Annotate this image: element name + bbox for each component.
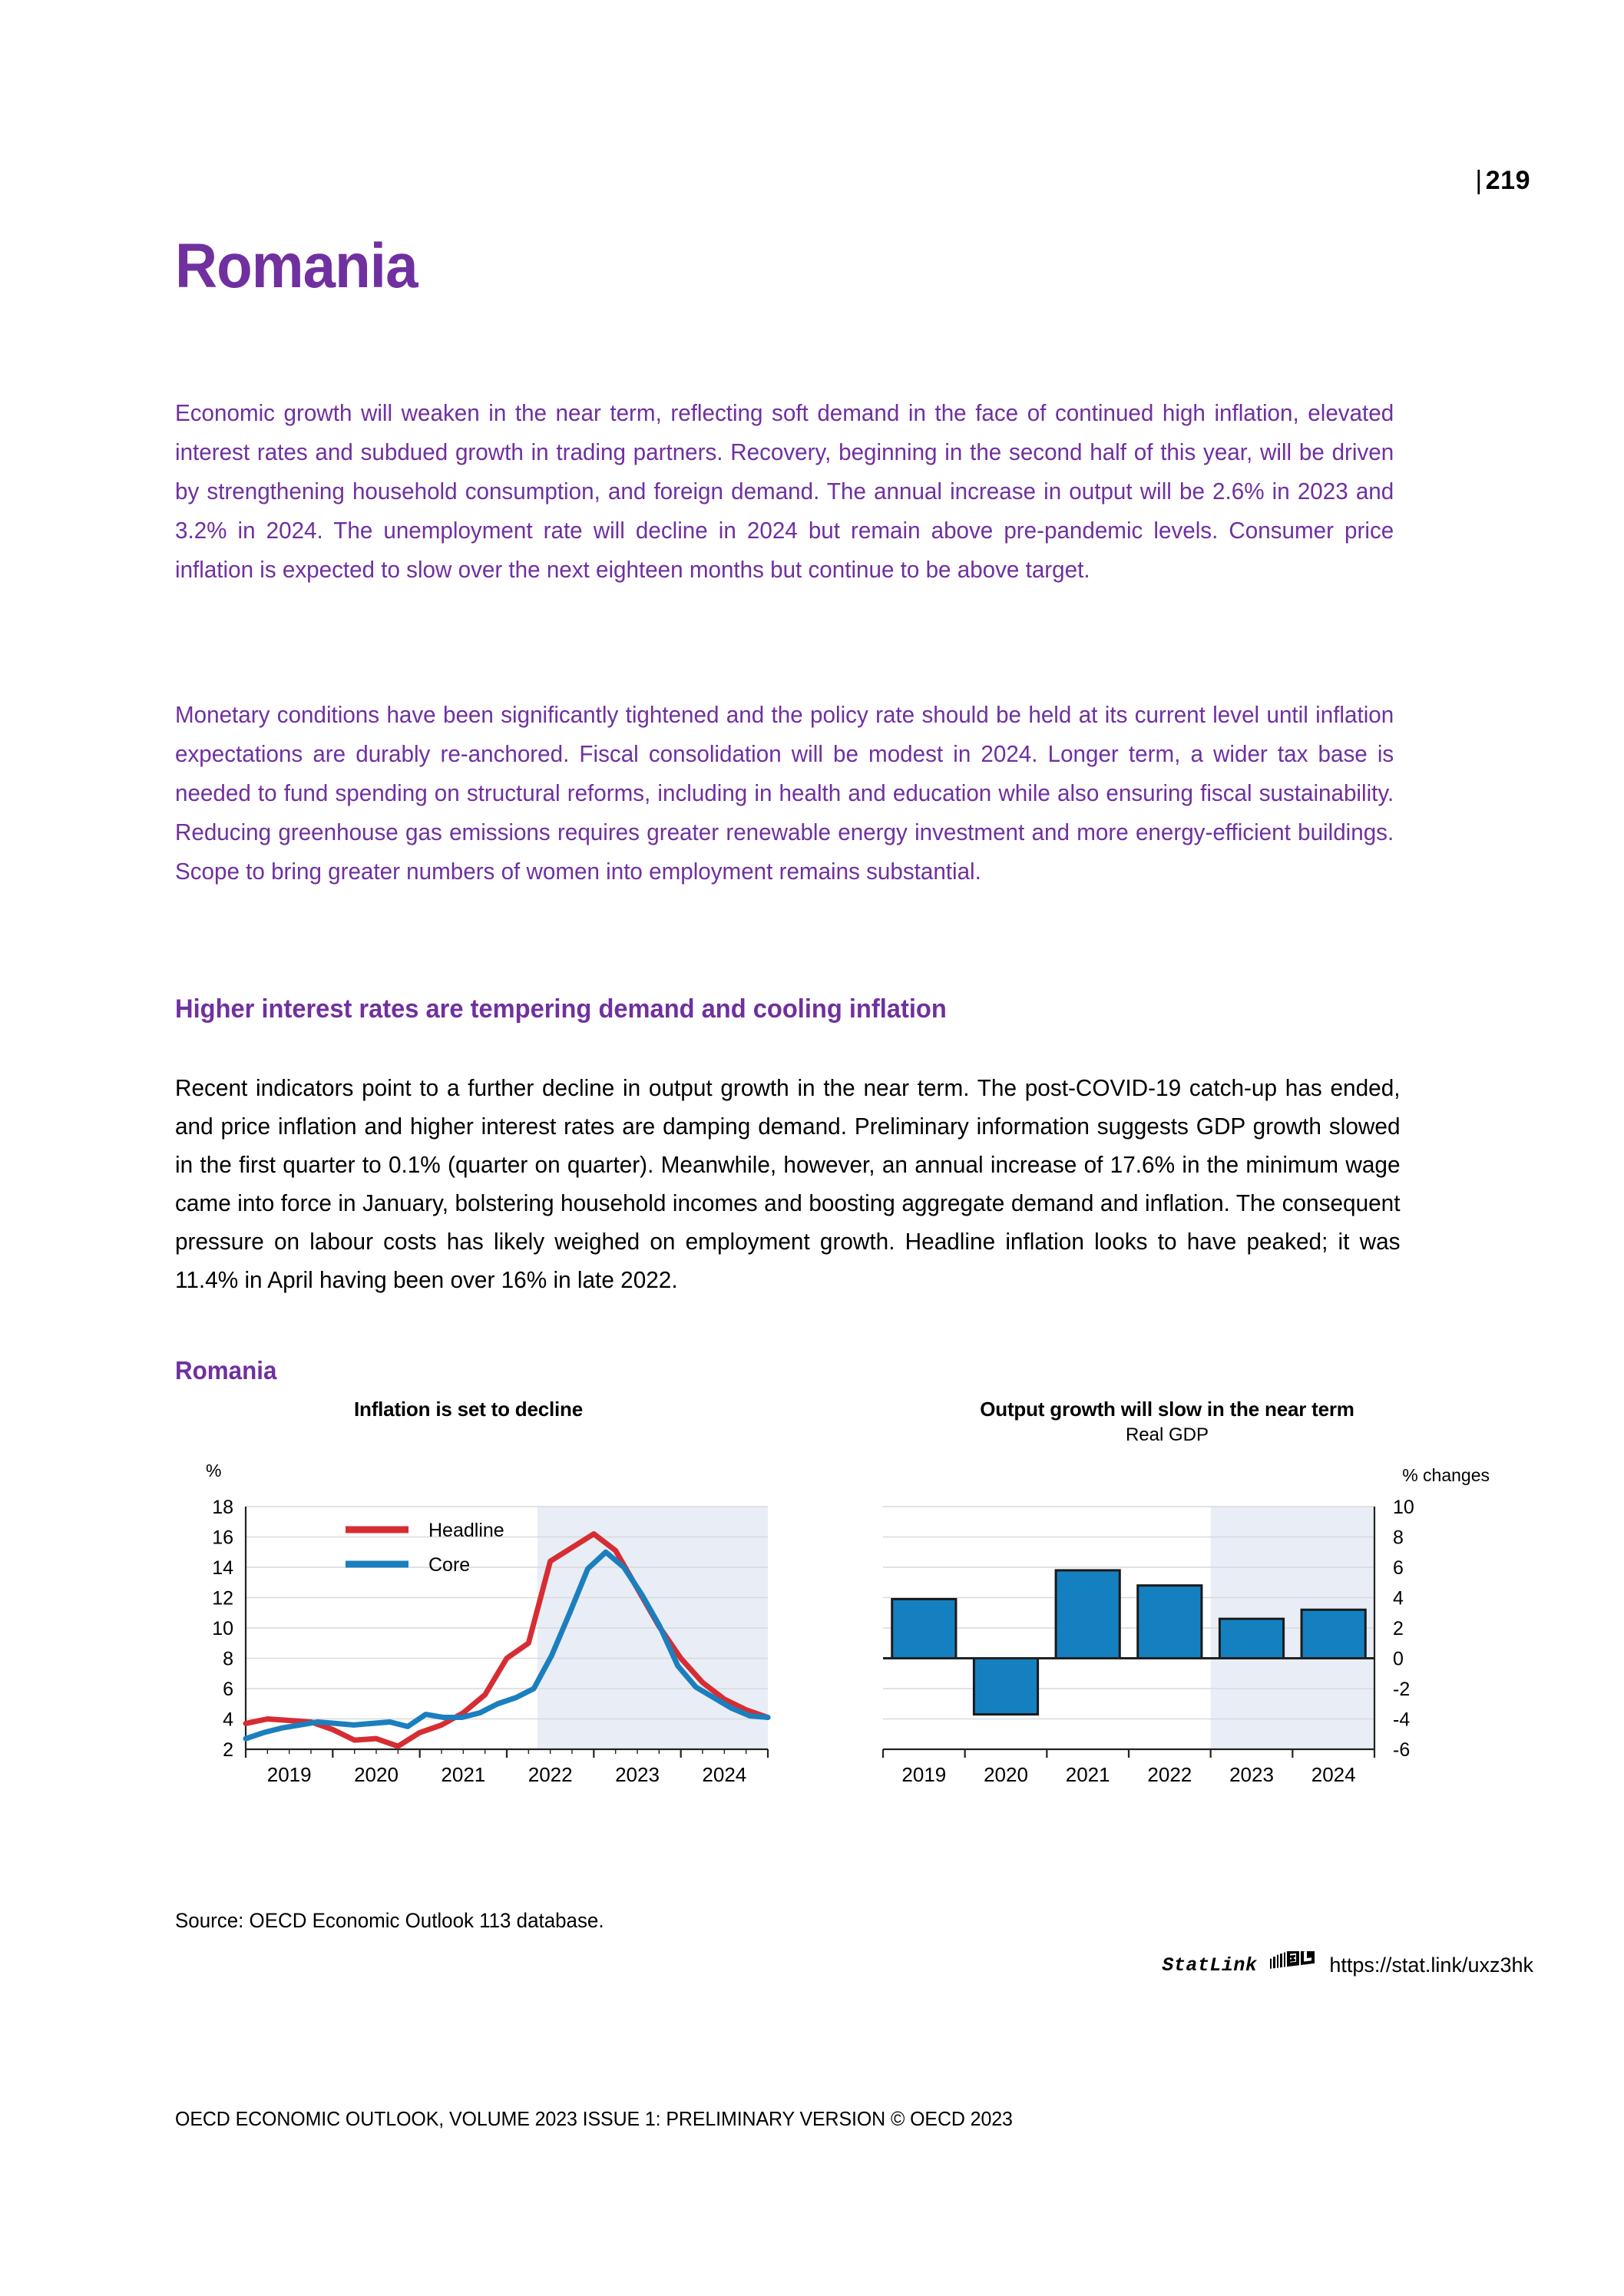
svg-text:18: 18 [212,1497,233,1518]
svg-text:2024: 2024 [1311,1763,1356,1786]
svg-text:6: 6 [1393,1557,1404,1579]
svg-text:2: 2 [223,1739,233,1761]
svg-text:2021: 2021 [1065,1763,1110,1786]
svg-text:-4: -4 [1393,1709,1411,1731]
page-number: 219 [1485,166,1530,195]
svg-text:Core: Core [428,1554,471,1576]
svg-text:2020: 2020 [354,1763,399,1786]
svg-text:2021: 2021 [441,1763,486,1786]
svg-text:8: 8 [1393,1527,1404,1549]
svg-text:2023: 2023 [615,1763,660,1786]
figure-label: Romania [175,1356,277,1385]
svg-text:14: 14 [212,1557,233,1579]
figure-source: Source: OECD Economic Outlook 113 database. [175,1909,604,1932]
svg-text:10: 10 [212,1618,233,1639]
page-header [0,166,1530,196]
svg-text:2: 2 [1393,1618,1404,1639]
chart-inflation-y-unit: % [206,1461,222,1480]
statlink-url[interactable]: https://stat.link/uxz3hk [1329,1954,1533,1977]
svg-text:6: 6 [223,1679,233,1700]
svg-text:2020: 2020 [984,1763,1028,1786]
chart-gdp-plot [837,1496,1497,1818]
barcode-icon [1269,1951,1317,1980]
svg-text:4: 4 [1393,1587,1404,1610]
svg-text:8: 8 [223,1648,233,1670]
svg-text:0: 0 [1393,1648,1404,1670]
svg-text:16: 16 [212,1527,233,1549]
svg-text:2023: 2023 [1229,1763,1274,1786]
intro-paragraph-2: Monetary conditions have been significantly tightened and the policy rate should be held at its current level until inflation expectations are durably re-anchored. Fiscal consolidation will be modest in 2024. Longer term, a wider tax base is needed to fund spending on structural reforms, including in health and education while also ensuring fiscal sustainability. Reducing greenhouse gas emissions requires greater renewable energy investment and more energy-efficient buildings. Scope to bring greater numbers of women into employment remains substantial. [175,701,1394,885]
chart-gdp [837,1398,1497,1874]
svg-text:2022: 2022 [1147,1763,1192,1786]
intro-paragraph-1: Economic growth will weaken in the near term, reflecting soft demand in the face of continued high inflation, elevated interest rates and subdued growth in trading partners. Recovery, beginning in the second half of this year, will be driven by strengthening household consumption, and foreign demand. The annual increase in output will be 2.6% in 2023 and 3.2% in 2024. The unemployment rate will decline in 2024 but remain above pre-pandemic levels. Consumer price inflation is expected to slow over the next eighteen months but continue to be above target. [175,399,1394,583]
svg-text:-6: -6 [1393,1739,1411,1761]
chart-inflation-plot [154,1496,783,1818]
section-heading: Higher interest rates are tempering demand and cooling inflation [175,994,947,1024]
svg-text:2022: 2022 [528,1763,573,1786]
page-header-rule: | [1475,166,1483,195]
chart-gdp-title: Output growth will slow in the near term [980,1398,1354,1421]
chart-gdp-y-unit: % changes [1402,1465,1490,1485]
svg-text:-2: -2 [1393,1679,1411,1700]
svg-text:12: 12 [212,1587,233,1610]
chart-inflation-title: Inflation is set to decline [354,1398,583,1421]
section-body-paragraph: Recent indicators point to a further decline in output growth in the near term. The post-COVID-19 catch-up has ended, and price inflation and higher interest rates are damping demand. Preliminary information suggests GDP growth slowed in the first quarter to 0.1% (quarter on quarter). Meanwhile, however, an annual increase of 17.6% in the minimum wage came into force in January, bolstering household incomes and boosting aggregate demand and inflation. The consequent pressure on labour costs has likely weighed on employment growth. Headline inflation looks to have peaked; it was 11.4% in April having been over 16% in late 2022. [175,1074,1401,1293]
chart-gdp-subtitle: Real GDP [1125,1424,1209,1445]
svg-text:2019: 2019 [901,1763,947,1786]
svg-text:4: 4 [223,1709,233,1731]
svg-text:2024: 2024 [702,1763,747,1786]
chart-gdp-svg [837,1496,1497,1818]
svg-text:Headline: Headline [428,1520,504,1541]
svg-text:10: 10 [1393,1497,1414,1518]
statlink[interactable] [1162,1951,1533,1980]
chart-inflation-svg [154,1496,783,1818]
page-footer: OECD ECONOMIC OUTLOOK, VOLUME 2023 ISSUE 1: PRELIMINARY VERSION © OECD 2023 [175,2107,1013,2130]
svg-text:2019: 2019 [266,1763,312,1786]
statlink-label: StatLink [1162,1954,1258,1977]
chart-inflation [154,1398,783,1874]
page-title: Romania [175,231,418,301]
